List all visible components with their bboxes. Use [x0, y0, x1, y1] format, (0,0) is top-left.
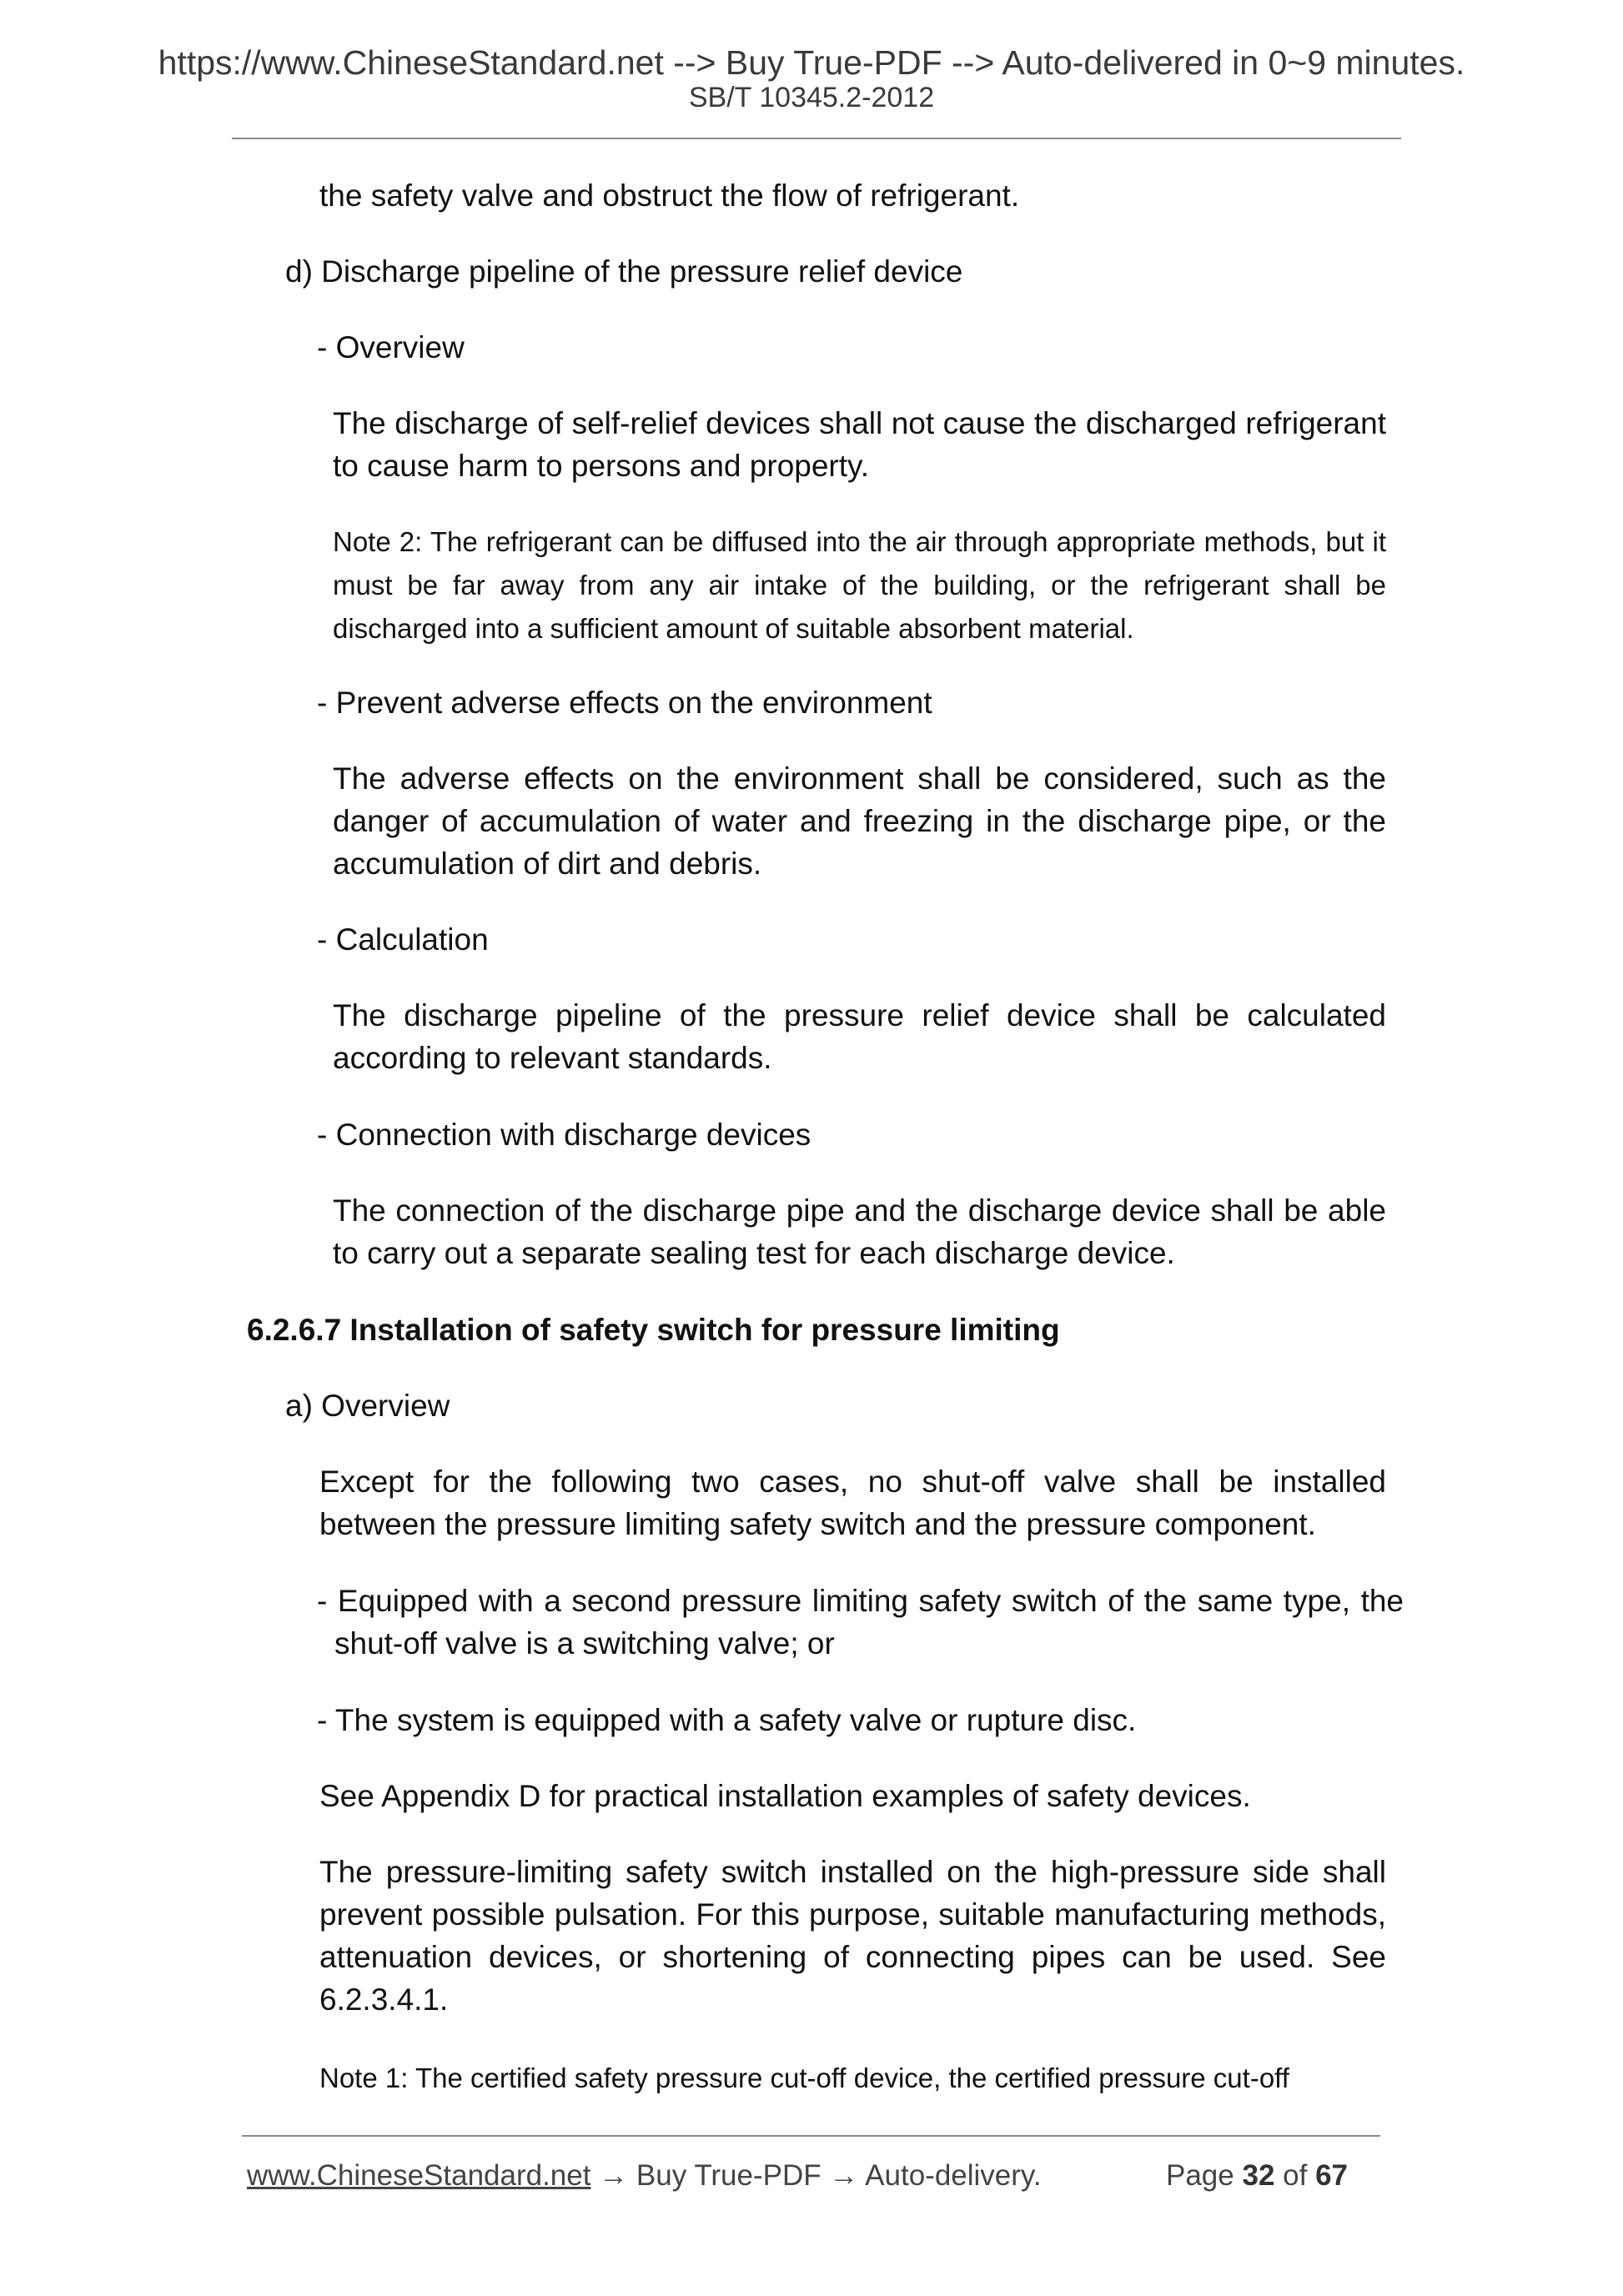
connection-text: The connection of the discharge pipe and the discharge device shall be able to carry out a separate sealing test for each discharge device. — [333, 1193, 1386, 1270]
bullet-safety-valve: - The system is equipped with a safety valve or rupture disc. — [317, 1703, 1137, 1737]
d-overview-heading: - Overview — [317, 330, 465, 364]
item-d-heading: d) Discharge pipeline of the pressure relief device — [285, 254, 963, 289]
appendix-reference: See Appendix D for practical installation examples of safety devices. — [319, 1779, 1251, 1813]
note-1: Note 1: The certified safety pressure cut-off device, the certified pressure cut-off — [319, 2062, 1289, 2093]
page-word: Page — [1166, 2159, 1234, 2192]
bullet-second-switch: - Equipped with a second pressure limiting safety switch of the same type, the shut-off valve is a switching valve; or — [317, 1584, 1404, 1660]
header-divider — [232, 138, 1401, 139]
header-url-line: https://www.ChineseStandard.net --> Buy True-PDF --> Auto-delivered in 0~9 minutes. — [158, 43, 1465, 82]
of-word: of — [1283, 2159, 1308, 2192]
footer-divider — [242, 2135, 1380, 2137]
d-overview-text: The discharge of self-relief devices shall not cause the discharged refrigerant to cause harm to persons and property. — [333, 406, 1386, 483]
connection-heading: - Connection with discharge devices — [317, 1118, 812, 1152]
continued-paragraph: the safety valve and obstruct the flow of refrigerant. — [319, 178, 1020, 213]
footer-tagline: → Buy True-PDF → Auto-delivery. — [590, 2159, 1042, 2192]
note-2: Note 2: The refrigerant can be diffused into the air through appropriate methods, but it must be far away from any air intake of the building, or the refrigerant shall be discharged into a sufficient amount of suitable absorbent material. — [333, 526, 1386, 644]
environment-heading: - Prevent adverse effects on the environment — [317, 686, 932, 720]
header-standard-code: SB/T 10345.2-2012 — [688, 82, 935, 113]
section-title: 6.2.6.7 Installation of safety switch for pressure limiting — [247, 1313, 1060, 1347]
item-a-text: Except for the following two cases, no shut-off valve shall be installed between the pressure limiting safety switch and the pressure component. — [319, 1465, 1386, 1541]
environment-text: The adverse effects on the environment shall be considered, such as the danger of accumulation of water and freezing in the discharge pipe, or the accumulation of dirt and debris. — [333, 761, 1386, 881]
footer-left — [247, 2159, 1042, 2193]
item-a-heading: a) Overview — [285, 1389, 450, 1423]
footer-page-indicator — [1166, 2159, 1348, 2193]
page-number: 32 — [1242, 2159, 1275, 2192]
pulsation-paragraph: The pressure-limiting safety switch installed on the high-pressure side shall prevent possible pulsation. For this purpose, suitable manufacturing methods, attenuation devices, or shortening of connecting pipes can be used. See 6.2.3.4.1. — [319, 1855, 1386, 2017]
footer-site-link[interactable]: www.ChineseStandard.net — [247, 2159, 591, 2192]
total-pages: 67 — [1315, 2159, 1349, 2192]
calculation-heading: - Calculation — [317, 922, 489, 957]
calculation-text: The discharge pipeline of the pressure relief device shall be calculated according to relevant standards. — [333, 998, 1386, 1075]
